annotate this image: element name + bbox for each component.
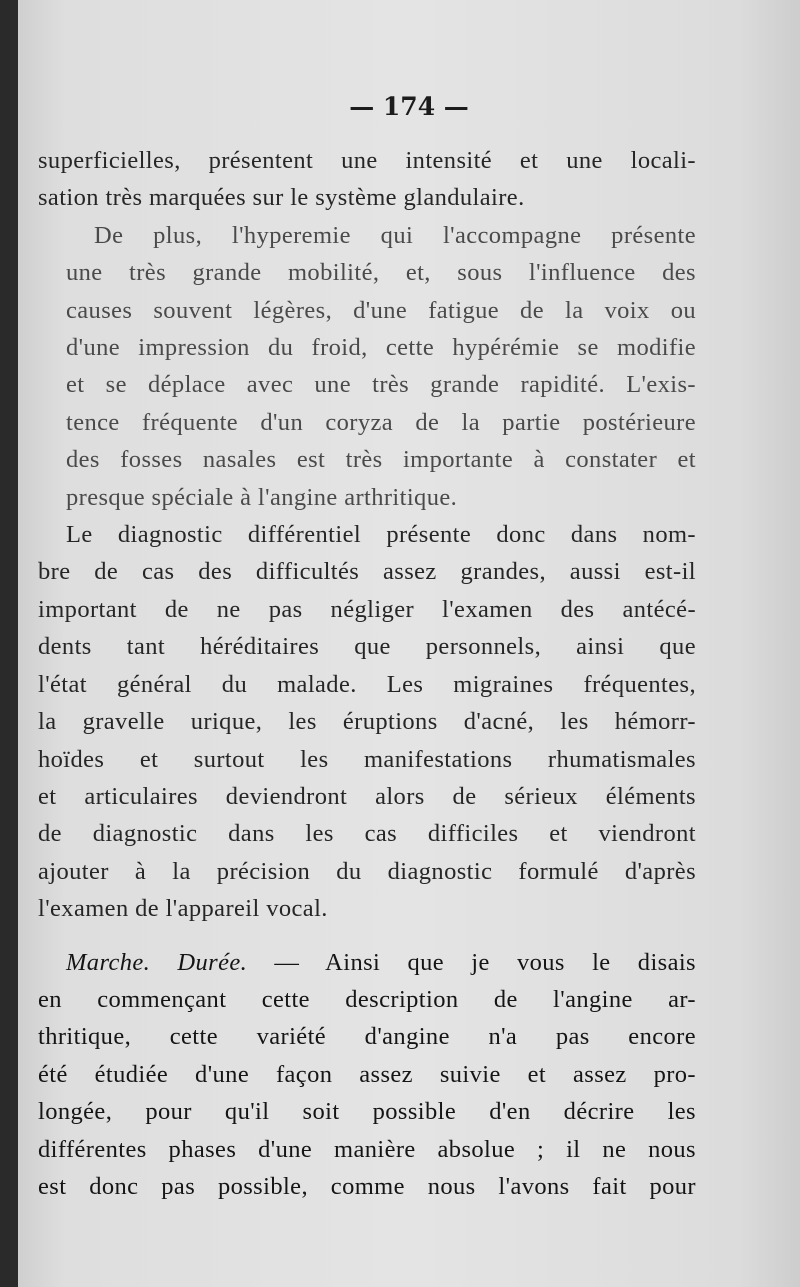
text-line: différentes phases d'une manière absolue ; il ne nous — [38, 1135, 696, 1163]
text-line: des fosses nasales est très importante à constater et — [66, 446, 696, 474]
text-line — [38, 944, 696, 981]
text-line: l'état général du malade. Les migraines fréquentes, — [38, 670, 696, 698]
text-line: de diagnostic dans les cas difficiles et viendront — [38, 820, 696, 848]
text-line: thritique, cette variété d'angine n'a pas encore — [38, 1023, 696, 1051]
text-line: De plus, l'hyperemie qui l'accompagne présente — [94, 221, 696, 249]
paragraph-2 — [38, 217, 696, 516]
text-line: presque spéciale à l'angine arthritique. — [66, 483, 458, 511]
text-line: en commençant cette description de l'angine ar- — [38, 985, 696, 1013]
text-line: été étudiée d'une façon assez suivie et assez pro- — [38, 1060, 696, 1088]
text-line: longée, pour qu'il soit possible d'en décrire les — [38, 1098, 696, 1126]
text-line: tence fréquente d'un coryza de la partie postérieure — [66, 408, 696, 436]
text-line: est donc pas possible, comme nous l'avons fait pour — [38, 1172, 696, 1200]
text-line: hoïdes et surtout les manifestations rhumatismales — [38, 745, 696, 773]
text-line: causes souvent légères, d'une fatigue de la voix ou — [66, 296, 696, 324]
text-line: bre de cas des difficultés assez grandes, aussi est-il — [38, 558, 696, 586]
text-line: ajouter à la précision du diagnostic formulé d'après — [38, 857, 696, 885]
text-line: d'une impression du froid, cette hypérémie se modifie — [66, 334, 696, 362]
text-line: une très grande mobilité, et, sous l'influence des — [66, 259, 696, 287]
text-line: et articulaires deviendront alors de sérieux éléments — [38, 782, 696, 810]
text-line: l'examen de l'appareil vocal. — [38, 895, 328, 923]
body-text — [38, 142, 696, 1205]
paragraph-4 — [38, 944, 696, 1206]
text-line: dents tant héréditaires que personnels, ainsi que — [38, 633, 696, 661]
page-number: — 174 — — [349, 92, 469, 121]
text-line: la gravelle urique, les éruptions d'acné, les hémorr- — [38, 708, 696, 736]
book-page — [18, 0, 800, 1287]
text-line: Le diagnostic différentiel présente donc dans nom- — [66, 521, 696, 549]
text-line: important de ne pas négliger l'examen des antécé- — [38, 595, 696, 623]
paragraph-1 — [38, 142, 696, 217]
text-line: superficielles, présentent une intensité et une locali- — [38, 147, 696, 174]
section-heading: Marche. Durée. — [66, 948, 248, 976]
paragraph-3 — [38, 516, 696, 927]
text-line-tail: — Ainsi que je vous le disais — [247, 948, 696, 976]
text-line: sation très marquées sur le système glandulaire. — [38, 184, 525, 212]
text-line: et se déplace avec une très grande rapidité. L'exis- — [66, 371, 696, 399]
